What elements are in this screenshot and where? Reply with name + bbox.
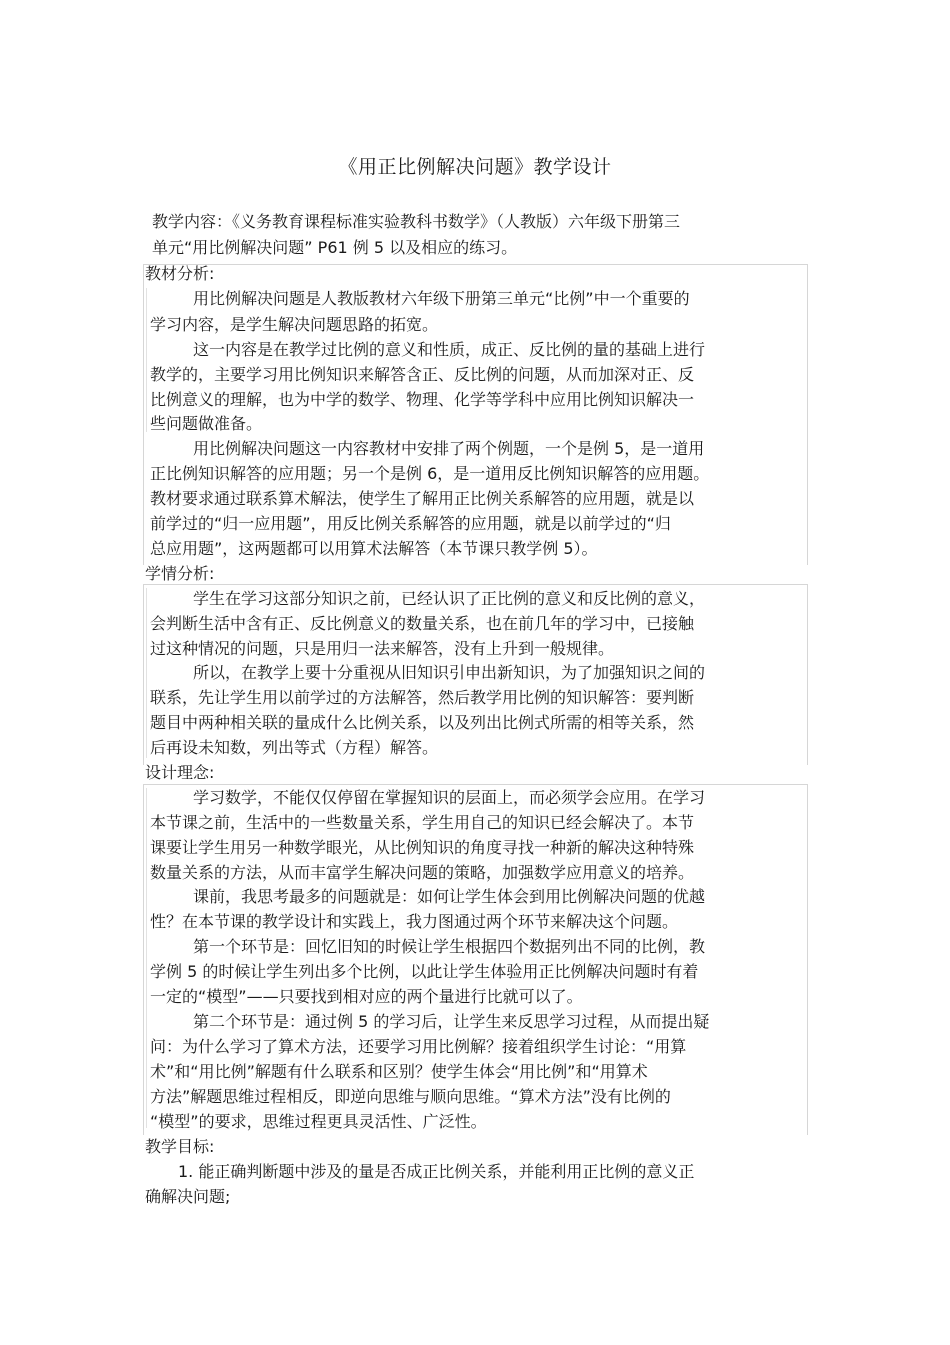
paragraph-line: 1. 能正确判断题中涉及的量是否成正比例关系，并能利用正比例的意义正 [178,1162,695,1181]
paragraph-line: 学例 5 的时候让学生列出多个比例，以此让学生体验用正比例解决问题时有着 [150,962,699,981]
section-heading-student-analysis: 学情分析: [145,564,215,583]
paragraph-line: 这一内容是在教学过比例的意义和性质，成正、反比例的量的基础上进行 [193,340,706,359]
paragraph-line: 学习数学，不能仅仅停留在掌握知识的层面上，而必须学会应用。在学习 [193,788,706,807]
paragraph-line: 问：为什么学习了算术方法，还要学习用比例解？接着组织学生讨论：“用算 [150,1037,687,1056]
paragraph-line: 题目中两种相关联的量成什么比例关系，以及列出比例式所需的相等关系，然 [150,713,695,732]
paragraph-line: 确解决问题; [145,1187,231,1206]
frame-divider [146,588,147,758]
paragraph-line: 正比例知识解答的应用题；另一个是例 6，是一道用反比例知识解答的应用题。 [150,464,710,483]
paragraph-line: 数量关系的方法，从而丰富学生解决问题的策略，加强数学应用意义的培养。 [150,863,695,882]
paragraph-line: 所以，在教学上要十分重视从旧知识引申出新知识，为了加强知识之间的 [193,663,706,682]
paragraph-line: “模型”的要求，思维过程更具灵活性、广泛性。 [150,1112,487,1131]
paragraph-line: 教材要求通过联系算术解法，使学生了解用正比例关系解答的应用题，就是以 [150,489,695,508]
paragraph-line: 方法”解题思维过程相反，即逆向思维与顺向思维。“算术方法”没有比例的 [150,1087,671,1106]
section-heading-teaching-goals: 教学目标: [145,1137,215,1156]
teaching-content-line-2: 单元“用比例解决问题” P61 例 5 以及相应的练习。 [152,238,518,257]
section-heading-design-concept: 设计理念: [145,763,215,782]
paragraph-line: 学习内容，是学生解决问题思路的拓宽。 [150,315,439,334]
paragraph-line: 教学的，主要学习用比例知识来解答含正、反比例的问题，从而加深对正、反 [150,365,695,384]
paragraph-line: 用比例解决问题是人教版教材六年级下册第三单元“比例”中一个重要的 [193,289,690,308]
paragraph-line: 比例意义的理解，也为中学的数学、物理、化学等学科中应用比例知识解决一 [150,390,695,409]
paragraph-line: 术”和“用比例”解题有什么联系和区别？使学生体会“用比例”和“用算术 [150,1062,648,1081]
teaching-content-line-1: 教学内容：《义务教育课程标准实验教科书数学》（人教版）六年级下册第三 [152,212,681,231]
paragraph-line: 第二个环节是：通过例 5 的学习后，让学生来反思学习过程，从而提出疑 [193,1012,710,1031]
paragraph-line: 本节课之前，生活中的一些数量关系，学生用自己的知识已经会解决了。本节 [150,813,695,832]
paragraph-line: 用比例解决问题这一内容教材中安排了两个例题，一个是例 5，是一道用 [193,439,705,458]
section-heading-textbook-analysis: 教材分析: [145,264,215,283]
paragraph-line: 总应用题”，这两题都可以用算术法解答（本节课只教学例 5）。 [150,539,598,558]
paragraph-line: 课要让学生用另一种数学眼光，从比例知识的角度寻找一种新的解决这种特殊 [150,838,695,857]
paragraph-line: 第一个环节是：回忆旧知的时候让学生根据四个数据列出不同的比例，教 [193,937,706,956]
paragraph-line: 联系，先让学生用以前学过的方法解答，然后教学用比例的知识解答：要判断 [150,688,695,707]
paragraph-line: 前学过的“归一应用题”，用反比例关系解答的应用题，就是以前学过的“归 [150,514,671,533]
paragraph-line: 课前，我思考最多的问题就是：如何让学生体会到用比例解决问题的优越 [193,887,706,906]
paragraph-line: 学生在学习这部分知识之前，已经认识了正比例的意义和反比例的意义， [193,589,706,608]
paragraph-line: 过这种情况的问题，只是用归一法来解答，没有上升到一般规律。 [150,639,615,658]
paragraph-line: 性？在本节课的教学设计和实践上，我力图通过两个环节来解决这个问题。 [150,912,679,931]
frame-divider [146,788,147,1128]
paragraph-line: 后再设未知数，列出等式（方程）解答。 [150,738,439,757]
document-title: 《用正比例解决问题》教学设计 [338,156,612,178]
paragraph-line: 些问题做准备。 [150,414,263,433]
paragraph-line: 会判断生活中含有正、反比例意义的数量关系，也在前几年的学习中，已接触 [150,614,695,633]
paragraph-line: 一定的“模型”——只要找到相对应的两个量进行比就可以了。 [150,987,583,1006]
frame-divider [146,288,147,432]
